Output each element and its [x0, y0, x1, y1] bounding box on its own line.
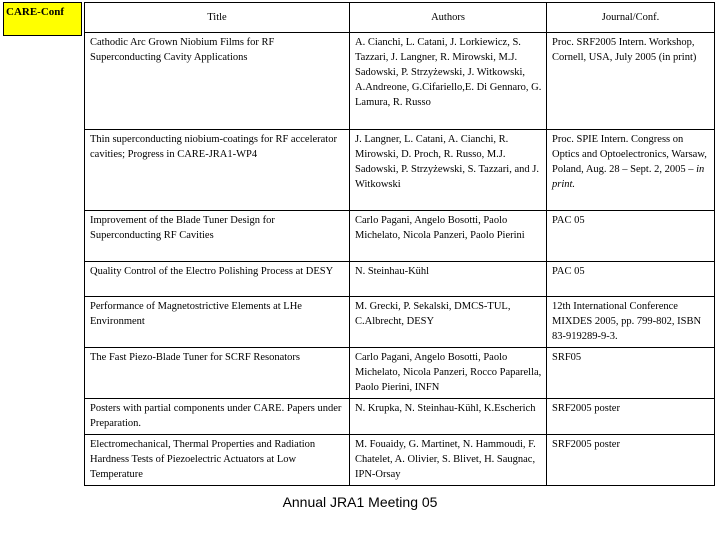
row-authors: M. Grecki, P. Sekalski, DMCS-TUL, C.Albrecht, DESY — [350, 297, 547, 348]
row-journal: Proc. SRF2005 Intern. Workshop, Cornell, USA, July 2005 (in print) — [547, 33, 715, 130]
table-row — [85, 262, 715, 297]
row-authors: J. Langner, L. Catani, A. Cianchi, R. Mirowski, D. Proch, R. Russo, M.J. Sadowski, P. Strzyżewski, S. Tazzari, and J. Witkowski — [350, 130, 547, 211]
row-title: Cathodic Arc Grown Niobium Films for RF Superconducting Cavity Applications — [85, 33, 350, 130]
table-row — [85, 211, 715, 262]
row-authors: M. Fouaidy, G. Martinet, N. Hammoudi, F. Chatelet, A. Olivier, S. Blivet, H. Saugnac, IPN-Orsay — [350, 435, 547, 486]
row-journal: PAC 05 — [547, 211, 715, 262]
row-journal: SRF05 — [547, 348, 715, 399]
row-title: Improvement of the Blade Tuner Design for Superconducting RF Cavities — [85, 211, 350, 262]
row-journal — [547, 130, 715, 211]
table-row — [85, 399, 715, 435]
row-authors: Carlo Pagani, Angelo Bosotti, Paolo Michelato, Nicola Panzeri, Rocco Paparella, Paolo Pierini, INFN — [350, 348, 547, 399]
table-row — [85, 297, 715, 348]
row-title: Electromechanical, Thermal Properties and Radiation Hardness Tests of Piezoelectric Actuators at Low Temperature — [85, 435, 350, 486]
title-column-header: Title — [85, 3, 350, 33]
row-title: Posters with partial components under CARE. Papers under Preparation. — [85, 399, 350, 435]
row-journal-note: in print. — [552, 164, 705, 190]
row-journal: PAC 05 — [547, 262, 715, 297]
row-authors: A. Cianchi, L. Catani, J. Lorkiewicz, S. Tazzari, J. Langner, R. Mirowski, M.J. Sadowski, P. Strzyżewski, J. Witkowski, A.Andreone, G.Cifariello,E. Di Gennaro, G. Lamura, R. Russo — [350, 33, 547, 130]
table-header-row — [85, 3, 715, 33]
row-title: Thin superconducting niobium-coatings for RF accelerator cavities; Progress in CARE-JRA1-WP4 — [85, 130, 350, 211]
care-conf-tag: CARE-Conf — [3, 2, 82, 36]
row-title: Performance of Magnetostrictive Elements at LHe Environment — [85, 297, 350, 348]
row-journal: SRF2005 poster — [547, 399, 715, 435]
meeting-footer: Annual JRA1 Meeting 05 — [282, 494, 438, 510]
table-row — [85, 435, 715, 486]
publications-table — [84, 2, 715, 486]
row-title: The Fast Piezo-Blade Tuner for SCRF Resonators — [85, 348, 350, 399]
table-row — [85, 33, 715, 130]
row-journal: 12th International Conference MIXDES 2005, pp. 799-802, ISBN 83-919289-9-3. — [547, 297, 715, 348]
row-authors: N. Steinhau-Kühl — [350, 262, 547, 297]
row-journal-text: Proc. SPIE Intern. Congress on Optics and Optoelectronics, Warsaw, Poland, Aug. 28 – Sept. 2, 2005 – — [552, 134, 707, 175]
row-authors: Carlo Pagani, Angelo Bosotti, Paolo Michelato, Nicola Panzeri, Paolo Pierini — [350, 211, 547, 262]
row-authors: N. Krupka, N. Steinhau-Kühl, K.Escherich — [350, 399, 547, 435]
journal-column-header: Journal/Conf. — [547, 3, 715, 33]
authors-column-header: Authors — [350, 3, 547, 33]
row-title: Quality Control of the Electro Polishing Process at DESY — [85, 262, 350, 297]
table-row — [85, 348, 715, 399]
table-row — [85, 130, 715, 211]
row-journal: SRF2005 poster — [547, 435, 715, 486]
